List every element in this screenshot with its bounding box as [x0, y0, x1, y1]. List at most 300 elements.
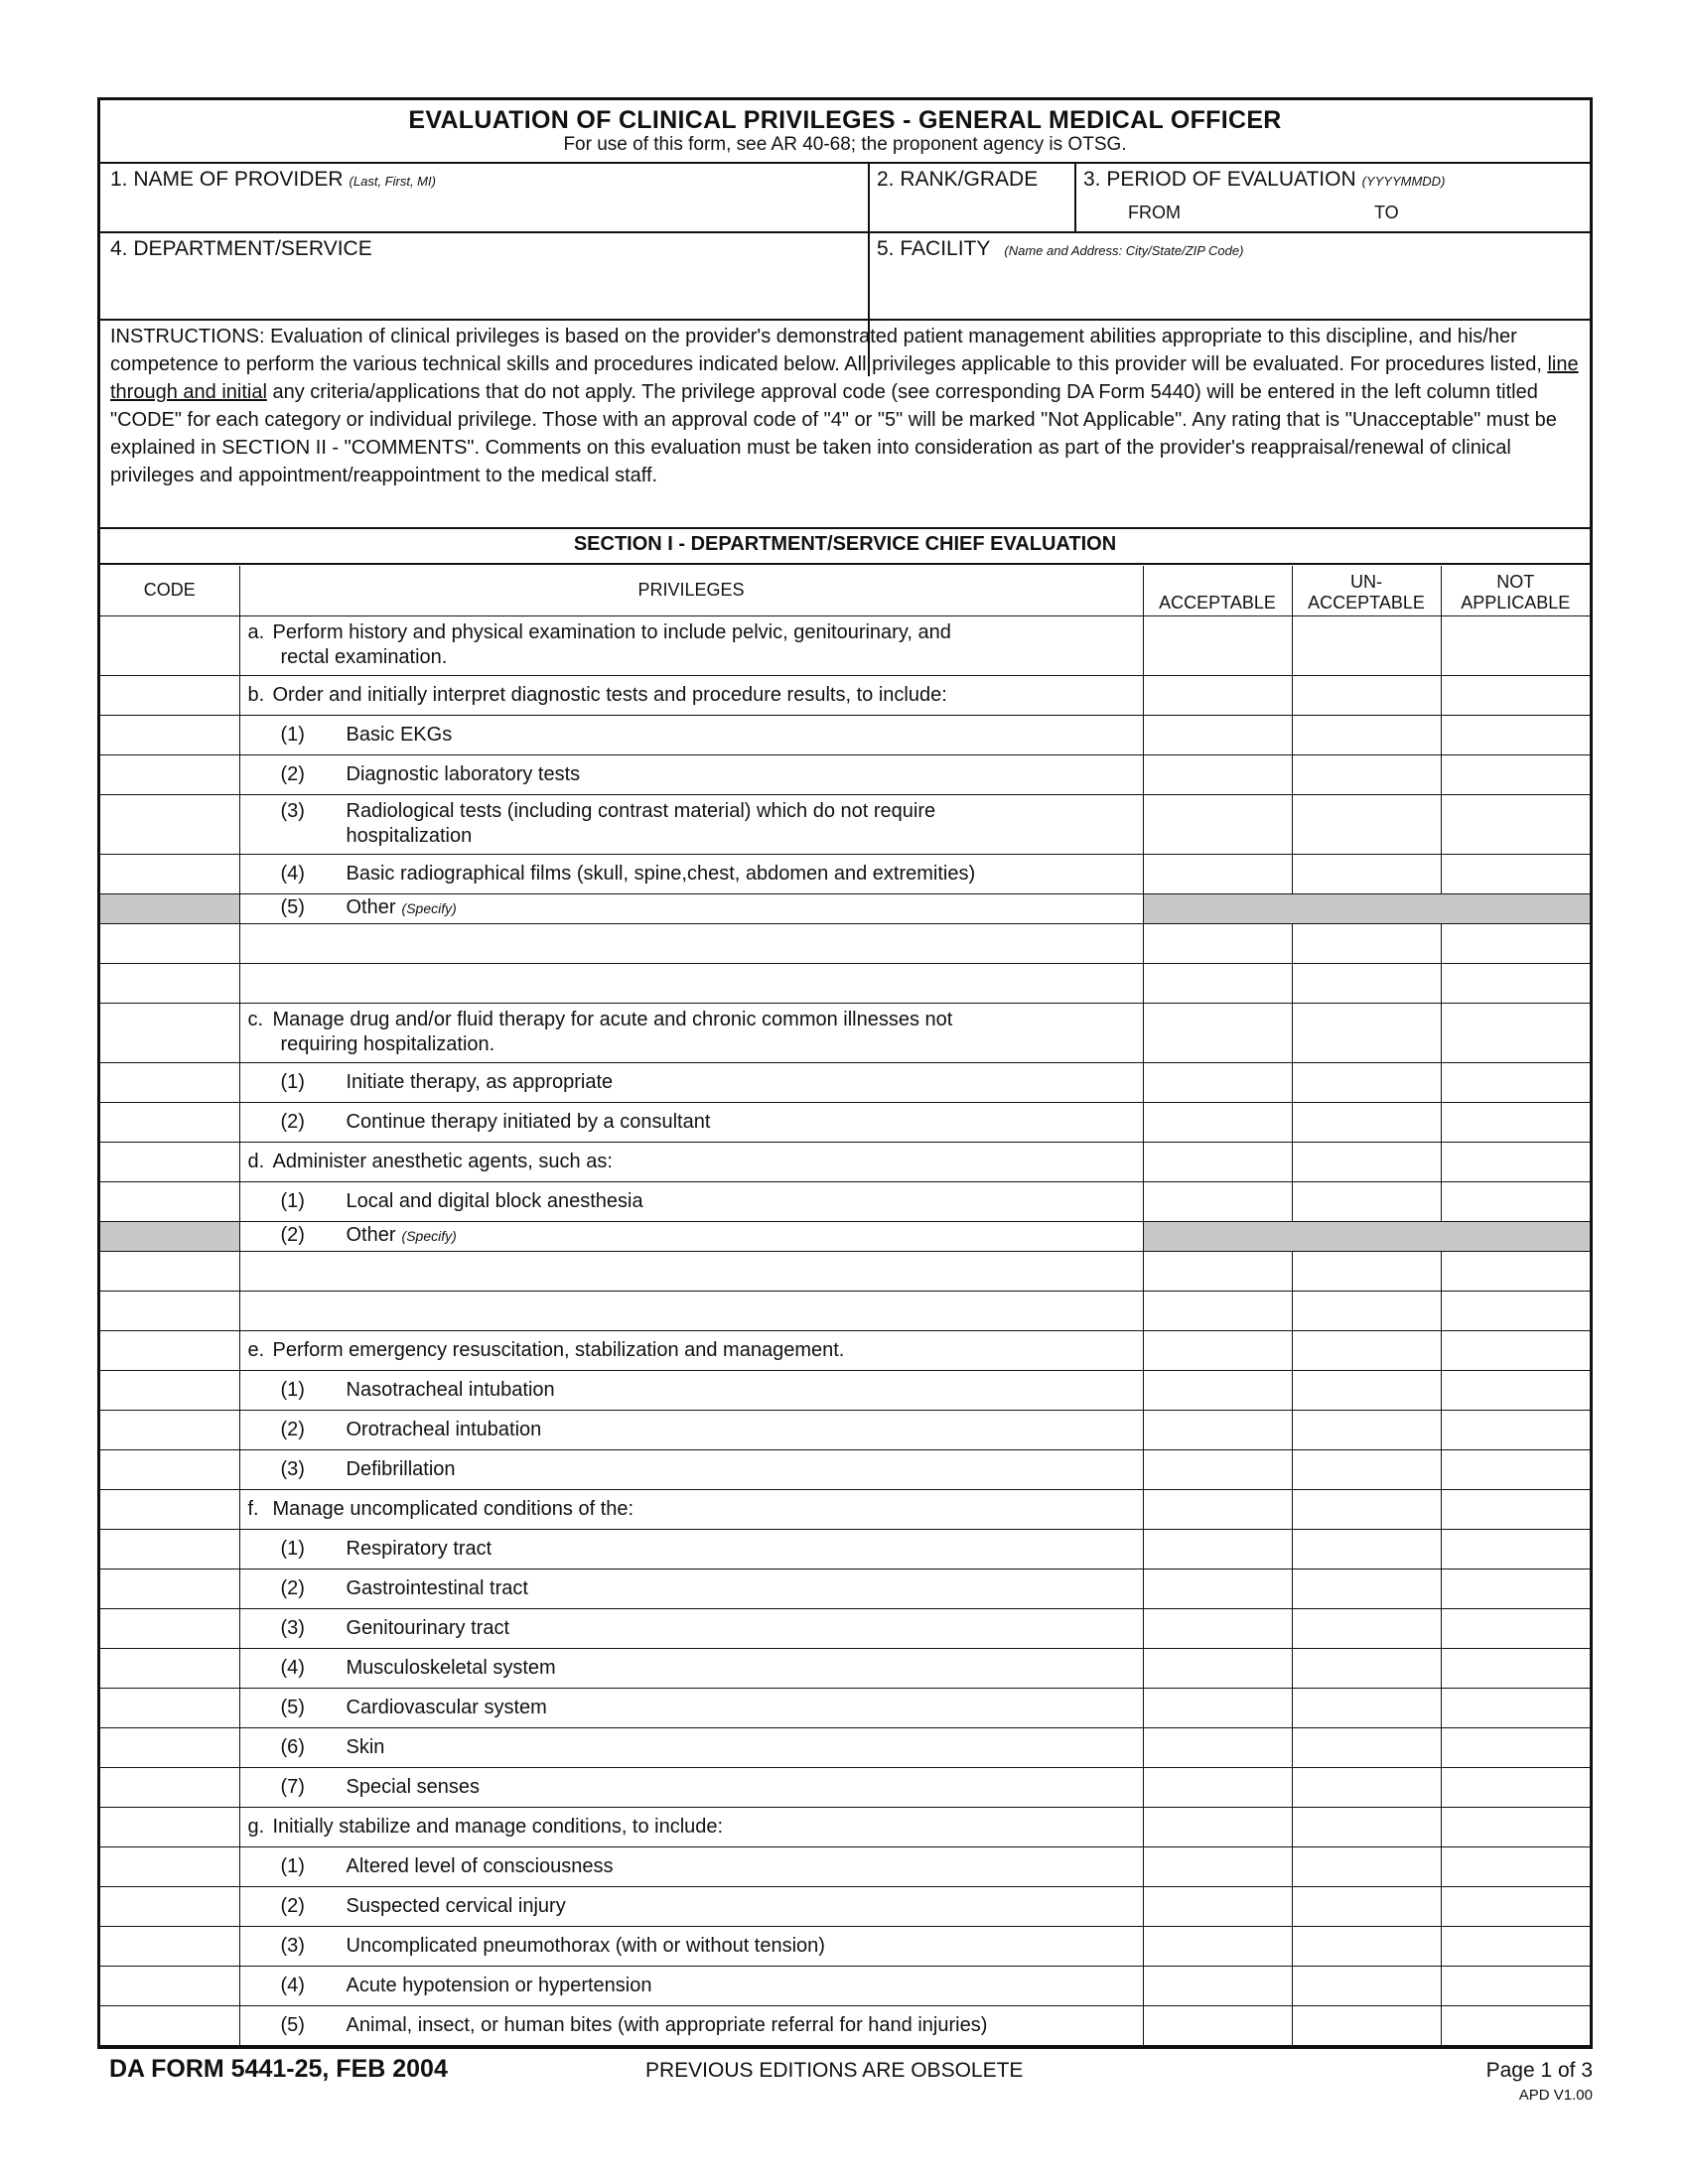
page-number: Page 1 of 3 [1485, 2059, 1593, 2082]
acceptable-checkbox[interactable] [1143, 1181, 1292, 1221]
code-cell[interactable] [100, 754, 239, 794]
period-label-text: 3. PERIOD OF EVALUATION [1083, 168, 1356, 191]
privilege-cell [239, 1846, 1143, 1886]
unacceptable-checkbox[interactable] [1292, 754, 1441, 794]
acceptable-checkbox[interactable] [1143, 1846, 1292, 1886]
not-applicable-checkbox[interactable] [1441, 1142, 1590, 1181]
privilege-text: Orotracheal intubation [346, 1418, 542, 1440]
not-applicable-checkbox[interactable] [1441, 1330, 1590, 1370]
unacceptable-checkbox[interactable] [1292, 1846, 1441, 1886]
code-cell[interactable] [100, 1370, 239, 1410]
code-cell[interactable] [100, 1142, 239, 1181]
version-label: APD V1.00 [1518, 2087, 1593, 2104]
acceptable-checkbox[interactable] [1143, 1648, 1292, 1688]
privilege-text: Other [346, 1224, 396, 1246]
privilege-number: (4) [280, 862, 305, 885]
acceptable-checkbox[interactable] [1143, 794, 1292, 854]
not-applicable-checkbox[interactable] [1441, 963, 1590, 1003]
privilege-text: Gastrointestinal tract [346, 1576, 528, 1599]
form-frame [97, 97, 1593, 2049]
unacceptable-checkbox[interactable] [1292, 1449, 1441, 1489]
privilege-cell [239, 854, 1143, 893]
not-applicable-checkbox[interactable] [1441, 1846, 1590, 1886]
table-row [100, 1767, 1590, 1807]
code-cell[interactable] [100, 923, 239, 963]
unacceptable-checkbox[interactable] [1292, 1062, 1441, 1102]
code-cell[interactable] [100, 1807, 239, 1846]
not-applicable-checkbox[interactable] [1441, 1529, 1590, 1569]
code-cell[interactable] [100, 1608, 239, 1648]
unacceptable-checkbox[interactable] [1292, 1569, 1441, 1608]
code-cell[interactable] [100, 1727, 239, 1767]
specify-entry-cell[interactable] [239, 963, 1143, 1003]
specify-hint: (Specify) [401, 900, 457, 916]
code-cell[interactable] [100, 2005, 239, 2045]
table-row [100, 1291, 1590, 1330]
privilege-text: Acute hypotension or hypertension [346, 1974, 652, 1996]
table-row [100, 1569, 1590, 1608]
privilege-text: Basic EKGs [346, 723, 453, 746]
code-cell[interactable] [100, 615, 239, 675]
table-row [100, 1489, 1590, 1529]
table-row [100, 1449, 1590, 1489]
table-row [100, 615, 1590, 675]
privilege-number: (1) [280, 1070, 305, 1093]
not-applicable-checkbox[interactable] [1441, 754, 1590, 794]
table-row [100, 1886, 1590, 1926]
unacceptable-checkbox[interactable] [1292, 1142, 1441, 1181]
table-row [100, 1142, 1590, 1181]
privilege-text: Altered level of consciousness [346, 1854, 614, 1877]
divider [100, 527, 1590, 529]
acceptable-checkbox[interactable] [1143, 1449, 1292, 1489]
table-row [100, 1727, 1590, 1767]
table-row [100, 963, 1590, 1003]
not-applicable-checkbox[interactable] [1441, 1688, 1590, 1727]
unacceptable-checkbox[interactable] [1292, 923, 1441, 963]
not-applicable-checkbox[interactable] [1441, 1569, 1590, 1608]
unacceptable-column-header [1292, 566, 1441, 615]
privilege-cell [239, 675, 1143, 715]
privilege-cell [239, 1767, 1143, 1807]
privileges-table-body [100, 615, 1590, 2045]
privilege-text: Initially stabilize and manage conditions, to include: [272, 1815, 724, 1838]
form-id: DA FORM 5441-25, FEB 2004 [109, 2055, 448, 2083]
name-label-text: 1. NAME OF PROVIDER [110, 168, 344, 191]
privilege-cell [239, 1221, 1143, 1251]
acceptable-checkbox[interactable] [1143, 1142, 1292, 1181]
privilege-text: Initiate therapy, as appropriate [346, 1070, 614, 1093]
privilege-text: Diagnostic laboratory tests [346, 762, 581, 785]
privilege-text: Nasotracheal intubation [346, 1378, 555, 1401]
privilege-text: Uncomplicated pneumothorax (with or without tension) [346, 1934, 825, 1957]
acceptable-checkbox[interactable] [1143, 1727, 1292, 1767]
privilege-text: Musculoskeletal system [346, 1656, 556, 1679]
table-row [100, 923, 1590, 963]
form-subtitle: For use of this form, see AR 40-68; the proponent agency is OTSG. [563, 134, 1127, 155]
acceptable-checkbox[interactable] [1143, 754, 1292, 794]
privilege-number: (6) [280, 1735, 305, 1758]
table-row [100, 1062, 1590, 1102]
privilege-text: Animal, insect, or human bites (with appropriate referral for hand injuries) [346, 2013, 988, 2036]
not-applicable-checkbox[interactable] [1441, 794, 1590, 854]
divider [100, 319, 1590, 321]
unacceptable-checkbox[interactable] [1292, 1966, 1441, 2005]
not-applicable-checkbox[interactable] [1441, 1767, 1590, 1807]
not-applicable-checkbox[interactable] [1441, 1886, 1590, 1926]
code-cell[interactable] [100, 1251, 239, 1291]
table-row [100, 1102, 1590, 1142]
not-applicable-checkbox[interactable] [1441, 1648, 1590, 1688]
code-cell[interactable] [100, 1449, 239, 1489]
privilege-label: a. [247, 621, 265, 643]
instructions-text [110, 323, 1586, 489]
privilege-text: Order and initially interpret diagnostic tests and procedure results, to include: [272, 683, 947, 706]
privilege-text-continued: hospitalization [346, 825, 473, 847]
not-applicable-checkbox[interactable] [1441, 1926, 1590, 1966]
privilege-number: (3) [280, 800, 305, 822]
privilege-number: (3) [280, 1934, 305, 1957]
privilege-number: (2) [280, 1418, 305, 1440]
unacceptable-checkbox[interactable] [1292, 1886, 1441, 1926]
privilege-cell [239, 1886, 1143, 1926]
code-cell[interactable] [100, 1489, 239, 1529]
code-cell[interactable] [100, 1062, 239, 1102]
privilege-cell [239, 893, 1143, 923]
privilege-text: Skin [346, 1735, 385, 1758]
acceptable-checkbox[interactable] [1143, 1370, 1292, 1410]
specify-entry-cell[interactable] [239, 1251, 1143, 1291]
instructions-underlined: line through and initial [110, 353, 1579, 403]
unacceptable-checkbox[interactable] [1292, 1688, 1441, 1727]
section-title: SECTION I - DEPARTMENT/SERVICE CHIEF EVALUATION [573, 533, 1117, 555]
shaded-rating-cell [1143, 893, 1590, 923]
table-row [100, 1608, 1590, 1648]
acceptable-checkbox[interactable] [1143, 1003, 1292, 1062]
privilege-cell [239, 1608, 1143, 1648]
privilege-text: Genitourinary tract [346, 1616, 510, 1639]
privileges-column-header: PRIVILEGES [239, 566, 1143, 615]
code-cell[interactable] [100, 1886, 239, 1926]
privilege-number: (4) [280, 1974, 305, 1996]
not-applicable-checkbox[interactable] [1441, 1489, 1590, 1529]
name-label-sub: (Last, First, MI) [349, 174, 436, 189]
privilege-cell [239, 1142, 1143, 1181]
rank-grade-label: 2. RANK/GRADE [877, 168, 1039, 191]
code-cell[interactable] [100, 1181, 239, 1221]
acceptable-checkbox[interactable] [1143, 1102, 1292, 1142]
table-row [100, 1688, 1590, 1727]
not-applicable-checkbox[interactable] [1441, 1181, 1590, 1221]
privilege-text-continued: requiring hospitalization. [280, 1033, 495, 1055]
privilege-cell [239, 1062, 1143, 1102]
privilege-label: g. [247, 1815, 265, 1838]
acceptable-checkbox[interactable] [1143, 1529, 1292, 1569]
privilege-text: Radiological tests (including contrast material) which do not require [346, 800, 936, 822]
unacceptable-checkbox[interactable] [1292, 1003, 1441, 1062]
privilege-text: Suspected cervical injury [346, 1894, 566, 1917]
privilege-number: (5) [280, 1696, 305, 1718]
privilege-label: e. [247, 1338, 265, 1361]
unacceptable-checkbox[interactable] [1292, 1767, 1441, 1807]
privilege-text: Manage uncomplicated conditions of the: [272, 1497, 634, 1520]
not-applicable-checkbox[interactable] [1441, 1807, 1590, 1846]
acceptable-checkbox[interactable] [1143, 1767, 1292, 1807]
unacceptable-checkbox[interactable] [1292, 615, 1441, 675]
code-cell[interactable] [100, 893, 239, 923]
privilege-cell [239, 794, 1143, 854]
unacceptable-checkbox[interactable] [1292, 1251, 1441, 1291]
unacceptable-checkbox[interactable] [1292, 794, 1441, 854]
not-applicable-header-line1: NOT [1496, 571, 1535, 592]
not-applicable-checkbox[interactable] [1441, 1370, 1590, 1410]
privilege-cell [239, 754, 1143, 794]
acceptable-checkbox[interactable] [1143, 1688, 1292, 1727]
unacceptable-checkbox[interactable] [1292, 1330, 1441, 1370]
code-cell[interactable] [100, 675, 239, 715]
instructions-part-2: any criteria/applications that do not apply. The privilege approval code (see corresponding DA Form 5440) will be entered in the left column titled "CODE" for each category or individual privilege. Those with an approval code of "4" or "5" will be marked "Not Applicable". Any rating that is "Unacceptable" must be explained in SECTION II - "COMMENTS". Comments on this evaluation must be taken into consideration as part of the provider's reappraisal/renewal of clinical privileges and appointment/reappointment to the medical staff. [110, 381, 1557, 486]
table-row [100, 1807, 1590, 1846]
privilege-text: Respiratory tract [346, 1537, 492, 1560]
code-column-header: CODE [100, 566, 239, 615]
not-applicable-checkbox[interactable] [1441, 923, 1590, 963]
privileges-table [100, 566, 1590, 2046]
unacceptable-checkbox[interactable] [1292, 1410, 1441, 1449]
unacceptable-checkbox[interactable] [1292, 1807, 1441, 1846]
privilege-text: Basic radiographical films (skull, spine,chest, abdomen and extremities) [346, 862, 976, 885]
divider [100, 162, 1590, 164]
specify-hint: (Specify) [401, 1228, 457, 1244]
privilege-cell [239, 1003, 1143, 1062]
unacceptable-checkbox[interactable] [1292, 1529, 1441, 1569]
acceptable-checkbox[interactable] [1143, 615, 1292, 675]
table-row [100, 1003, 1590, 1062]
privilege-cell [239, 1926, 1143, 1966]
not-applicable-checkbox[interactable] [1441, 2005, 1590, 2045]
not-applicable-checkbox[interactable] [1441, 1449, 1590, 1489]
divider [1074, 162, 1076, 231]
acceptable-checkbox[interactable] [1143, 1251, 1292, 1291]
acceptable-checkbox[interactable] [1143, 2005, 1292, 2045]
acceptable-checkbox[interactable] [1143, 1966, 1292, 2005]
unacceptable-checkbox[interactable] [1292, 1102, 1441, 1142]
privilege-number: (1) [280, 1189, 305, 1212]
not-applicable-checkbox[interactable] [1441, 1003, 1590, 1062]
privilege-text: Perform emergency resuscitation, stabilization and management. [272, 1338, 845, 1361]
acceptable-checkbox[interactable] [1143, 715, 1292, 754]
code-cell[interactable] [100, 963, 239, 1003]
code-cell[interactable] [100, 1330, 239, 1370]
code-cell[interactable] [100, 1767, 239, 1807]
privilege-cell [239, 1370, 1143, 1410]
privilege-number: (2) [280, 1110, 305, 1133]
privilege-number: (2) [280, 1224, 305, 1246]
acceptable-checkbox[interactable] [1143, 1489, 1292, 1529]
privilege-cell [239, 1410, 1143, 1449]
table-row [100, 1410, 1590, 1449]
privilege-text-continued: rectal examination. [280, 646, 448, 668]
table-row [100, 715, 1590, 754]
shaded-rating-cell [1143, 1221, 1590, 1251]
acceptable-checkbox[interactable] [1143, 1807, 1292, 1846]
privilege-text: Local and digital block anesthesia [346, 1189, 643, 1212]
acceptable-header-text: ACCEPTABLE [1159, 592, 1276, 613]
acceptable-checkbox[interactable] [1143, 1330, 1292, 1370]
code-cell[interactable] [100, 1688, 239, 1727]
code-cell[interactable] [100, 715, 239, 754]
code-cell[interactable] [100, 1410, 239, 1449]
privilege-cell [239, 1727, 1143, 1767]
privilege-cell [239, 1807, 1143, 1846]
divider [100, 231, 1590, 233]
code-cell[interactable] [100, 1648, 239, 1688]
unacceptable-checkbox[interactable] [1292, 715, 1441, 754]
privilege-cell [239, 1102, 1143, 1142]
privilege-cell [239, 1569, 1143, 1608]
privilege-text: Defibrillation [346, 1457, 456, 1480]
unacceptable-checkbox[interactable] [1292, 1181, 1441, 1221]
unacceptable-header-line1: UN- [1350, 571, 1382, 592]
specify-entry-cell[interactable] [239, 923, 1143, 963]
not-applicable-checkbox[interactable] [1441, 854, 1590, 893]
privilege-number: (4) [280, 1656, 305, 1679]
table-row [100, 1370, 1590, 1410]
privilege-number: (2) [280, 762, 305, 785]
not-applicable-checkbox[interactable] [1441, 615, 1590, 675]
privilege-text: Manage drug and/or fluid therapy for acute and chronic common illnesses not [272, 1009, 953, 1030]
table-row [100, 675, 1590, 715]
privilege-cell [239, 715, 1143, 754]
from-label: FROM [1128, 203, 1181, 222]
not-applicable-checkbox[interactable] [1441, 1966, 1590, 2005]
privilege-text: Perform history and physical examination to include pelvic, genitourinary, and [272, 621, 951, 643]
not-applicable-checkbox[interactable] [1441, 1251, 1590, 1291]
table-row [100, 1966, 1590, 2005]
privilege-label: b. [247, 683, 265, 706]
unacceptable-checkbox[interactable] [1292, 1608, 1441, 1648]
unacceptable-checkbox[interactable] [1292, 1370, 1441, 1410]
form-title: EVALUATION OF CLINICAL PRIVILEGES - GENERAL MEDICAL OFFICER [408, 106, 1282, 134]
code-cell[interactable] [100, 1529, 239, 1569]
table-row [100, 1181, 1590, 1221]
privilege-text: Other [346, 896, 396, 918]
acceptable-checkbox[interactable] [1143, 854, 1292, 893]
acceptable-checkbox[interactable] [1143, 963, 1292, 1003]
period-label-sub: (YYYYMMDD) [1361, 174, 1446, 189]
acceptable-checkbox[interactable] [1143, 1926, 1292, 1966]
privilege-number: (5) [280, 2013, 305, 2036]
privilege-number: (3) [280, 1457, 305, 1480]
privilege-text: Special senses [346, 1775, 481, 1798]
table-row [100, 1648, 1590, 1688]
privilege-text: Cardiovascular system [346, 1696, 547, 1718]
code-cell[interactable] [100, 1569, 239, 1608]
unacceptable-checkbox[interactable] [1292, 1926, 1441, 1966]
specify-entry-cell[interactable] [239, 1291, 1143, 1330]
privilege-cell [239, 615, 1143, 675]
acceptable-column-header [1143, 566, 1292, 615]
table-row [100, 1529, 1590, 1569]
unacceptable-checkbox[interactable] [1292, 1489, 1441, 1529]
privilege-number: (2) [280, 1894, 305, 1917]
unacceptable-checkbox[interactable] [1292, 675, 1441, 715]
not-applicable-checkbox[interactable] [1441, 1102, 1590, 1142]
not-applicable-checkbox[interactable] [1441, 1608, 1590, 1648]
privilege-text: Continue therapy initiated by a consultant [346, 1110, 711, 1133]
facility-label-text: 5. FACILITY [877, 237, 991, 260]
code-cell[interactable] [100, 854, 239, 893]
table-row [100, 893, 1590, 923]
privilege-cell [239, 2005, 1143, 2045]
not-applicable-column-header [1441, 566, 1590, 615]
not-applicable-header-line2: APPLICABLE [1461, 592, 1571, 613]
facility-label-sub: (Name and Address: City/State/ZIP Code) [1004, 243, 1244, 258]
acceptable-checkbox[interactable] [1143, 675, 1292, 715]
code-cell[interactable] [100, 1221, 239, 1251]
table-row [100, 2005, 1590, 2045]
obsolete-notice: PREVIOUS EDITIONS ARE OBSOLETE [645, 2059, 1024, 2082]
privilege-number: (7) [280, 1775, 305, 1798]
table-row [100, 854, 1590, 893]
acceptable-checkbox[interactable] [1143, 923, 1292, 963]
unacceptable-checkbox[interactable] [1292, 1291, 1441, 1330]
unacceptable-checkbox[interactable] [1292, 854, 1441, 893]
code-cell[interactable] [100, 1846, 239, 1886]
privilege-cell [239, 1648, 1143, 1688]
privilege-cell [239, 1966, 1143, 2005]
acceptable-checkbox[interactable] [1143, 1569, 1292, 1608]
unacceptable-header-line2: ACCEPTABLE [1308, 592, 1425, 613]
not-applicable-checkbox[interactable] [1441, 675, 1590, 715]
privilege-number: (1) [280, 1854, 305, 1877]
privilege-number: (3) [280, 1616, 305, 1639]
privilege-number: (2) [280, 1576, 305, 1599]
unacceptable-checkbox[interactable] [1292, 1648, 1441, 1688]
acceptable-checkbox[interactable] [1143, 1886, 1292, 1926]
code-cell[interactable] [100, 794, 239, 854]
table-row [100, 1221, 1590, 1251]
table-row [100, 1846, 1590, 1886]
code-cell[interactable] [100, 1102, 239, 1142]
privilege-cell [239, 1181, 1143, 1221]
acceptable-checkbox[interactable] [1143, 1410, 1292, 1449]
table-row [100, 794, 1590, 854]
acceptable-checkbox[interactable] [1143, 1608, 1292, 1648]
unacceptable-checkbox[interactable] [1292, 963, 1441, 1003]
privilege-label: f. [247, 1497, 259, 1520]
not-applicable-checkbox[interactable] [1441, 1727, 1590, 1767]
acceptable-checkbox[interactable] [1143, 1291, 1292, 1330]
not-applicable-checkbox[interactable] [1441, 1291, 1590, 1330]
unacceptable-checkbox[interactable] [1292, 2005, 1441, 2045]
privilege-text: Administer anesthetic agents, such as: [272, 1150, 613, 1172]
not-applicable-checkbox[interactable] [1441, 1062, 1590, 1102]
department-service-label: 4. DEPARTMENT/SERVICE [110, 237, 372, 260]
code-cell[interactable] [100, 1926, 239, 1966]
code-cell[interactable] [100, 1966, 239, 2005]
not-applicable-checkbox[interactable] [1441, 715, 1590, 754]
code-cell[interactable] [100, 1291, 239, 1330]
acceptable-checkbox[interactable] [1143, 1062, 1292, 1102]
unacceptable-checkbox[interactable] [1292, 1727, 1441, 1767]
period-of-evaluation-label [1083, 168, 1445, 192]
facility-label [877, 237, 1243, 261]
not-applicable-checkbox[interactable] [1441, 1410, 1590, 1449]
privilege-number: (5) [280, 896, 305, 918]
privilege-label: d. [247, 1150, 265, 1172]
privilege-cell [239, 1449, 1143, 1489]
code-cell[interactable] [100, 1003, 239, 1062]
